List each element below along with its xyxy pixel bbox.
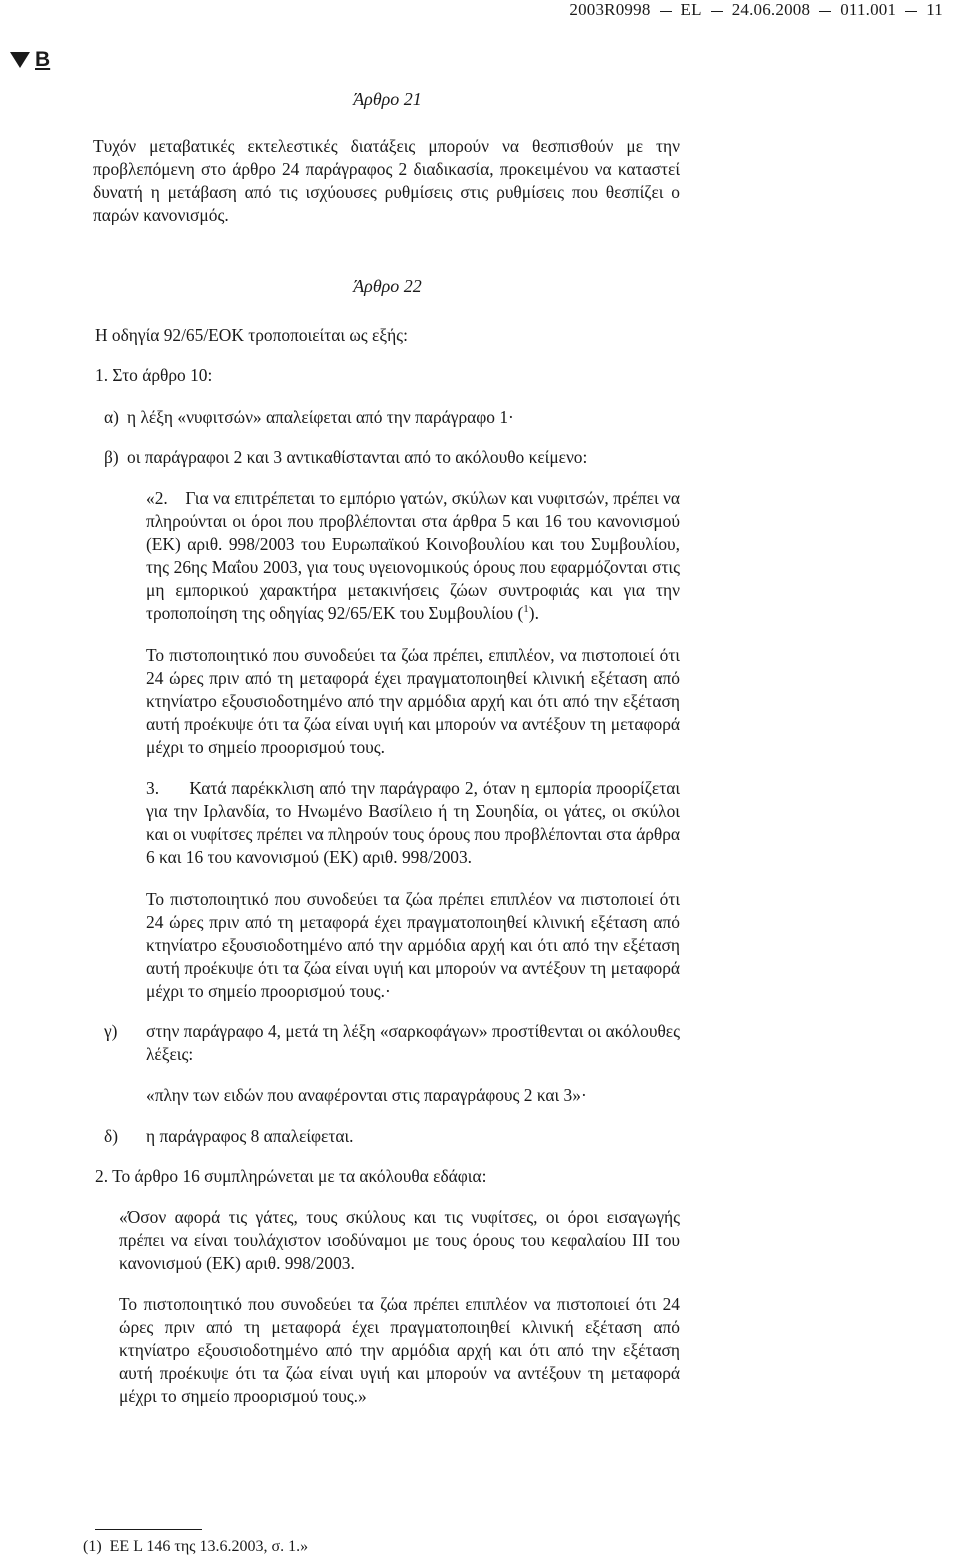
point-2-text-2: Το πιστοποιητικό που συνοδεύει τα ζώα πρέπει επιπλέον να πιστοποιεί ότι 24 ώρες πριν από τη μεταφορά έχει πραγματοποιηθεί κλινική εξέταση από κτηνίατρο εξουσιοδοτημένο από την αρμόδια αρχή και ότι από την εξέταση αυτή προέκυψε ότι τα ζώα είναι υγιή και μπορούν να αντέξουν τη μεταφορά μέχρι το σημείο προορισμού τους.» bbox=[119, 1294, 680, 1406]
point-1: 1. Στο άρθρο 10: bbox=[95, 365, 213, 385]
article-22-intro: Η οδηγία 92/65/ΕΟΚ τροποποιείται ως εξής: bbox=[95, 325, 408, 345]
header-separator bbox=[819, 11, 831, 12]
paragraph-3-text: Κατά παρέκκλιση από την παράγραφο 2, όταν η εμπορία προορίζεται για την Ιρλανδία, το Ηνωμένο Βασίλειο ή τη Σουηδία, οι γάτες, οι σκύλοι και οι νυφίτσες πρέπει να πληρούν τους όρους που προβλέπονται στα άρθρα 6 και 16 του κανονισμού (ΕΚ) αριθ. 998/2003. bbox=[146, 778, 680, 867]
item-c-quote: «πλην των ειδών που αναφέρονται στις παραγράφους 2 και 3»· bbox=[146, 1085, 587, 1105]
paragraph-2-text: Για να επιτρέπεται το εμπόριο γατών, σκύλων και νυφιτσών, πρέπει να πληρούνται οι όροι που προβλέπονται στα άρθρα 5 και 16 του κανονισμού (ΕΚ) αριθ. 998/2003 του Ευρωπαϊκού Κοινοβουλίου και του Συμβουλίου, της 26ης Μαΐου 2003, για τους υγειονομικούς όρους που εφαρμόζονται στις μη εμπορικού χαρακτήρα μετακινήσεις ζώων συντροφιάς και για την τροποποίηση της οδηγίας 92/65/ΕΚ του Συμβουλίου ( bbox=[146, 488, 681, 623]
paragraph-2-label: «2. bbox=[146, 488, 168, 508]
footnote-text: ΕΕ L 146 της 13.6.2003, σ. 1.» bbox=[109, 1538, 309, 1555]
item-d-label: δ) bbox=[104, 1126, 118, 1146]
item-a-label: α) bbox=[104, 407, 119, 427]
footnote-ref: 1 bbox=[523, 603, 529, 616]
paragraph-2-end: ). bbox=[528, 603, 539, 623]
document-body bbox=[95, 88, 680, 1408]
item-c-text: στην παράγραφο 4, μετά τη λέξη «σαρκοφάγων» προστίθενται οι ακόλουθες λέξεις: bbox=[146, 1021, 680, 1064]
article-22-title: Άρθρο 22 bbox=[353, 276, 422, 296]
footnote-divider bbox=[95, 1529, 202, 1530]
paragraph-2 bbox=[146, 487, 680, 625]
paragraph-3-label: 3. bbox=[146, 778, 160, 798]
article-21-text: Τυχόν μεταβατικές εκτελεστικές διατάξεις μπορούν να θεσπισθούν με την προβλεπόμενη στο άρθρο 24 παράγραφος 2 διαδικασία, προκειμένου να καταστεί δυνατή η μετάβαση από τις ισχύουσες ρυθμίσεις στις ρυθμίσεις που θεσπίζει ο παρών κανονισμός. bbox=[93, 136, 680, 225]
item-d bbox=[104, 1125, 680, 1148]
point-2-text-1: «Όσον αφορά τις γάτες, τους σκύλους και τις νυφίτσες, οι όροι εισαγωγής πρέπει να είναι τουλάχιστον ισοδύναμοι με τους όρους του κεφαλαίου ΙΙΙ του κανονισμού (ΕΚ) αριθ. 998/2003. bbox=[119, 1207, 680, 1273]
article-21-title: Άρθρο 21 bbox=[353, 89, 422, 109]
paragraph-2-certificate: Το πιστοποιητικό που συνοδεύει τα ζώα πρέπει, επιπλέον, να πιστοποιεί ότι 24 ώρες πριν από τη μεταφορά έχει πραγματοποιηθεί κλινική εξέταση από κτηνίατρο εξουσιοδοτημένο από την αρμόδια αρχή και ότι από την εξέταση αυτή προέκυψε ότι τα ζώα είναι υγιή και μπορούν να αντέξουν τη μεταφορά μέχρι το σημείο προορισμού τους. bbox=[146, 645, 680, 757]
item-a bbox=[104, 406, 680, 429]
point-2: 2. Το άρθρο 16 συμπληρώνεται με τα ακόλουθα εδάφια: bbox=[95, 1166, 487, 1186]
item-c-label: γ) bbox=[104, 1021, 118, 1041]
header-separator bbox=[660, 11, 672, 12]
footnote bbox=[83, 1537, 308, 1557]
doc-lang: EL bbox=[680, 0, 702, 19]
amendment-marker bbox=[10, 48, 50, 72]
footnote-label: (1) bbox=[83, 1538, 102, 1555]
item-b-label: β) bbox=[104, 447, 119, 467]
item-b-text: οι παράγραφοι 2 και 3 αντικαθίστανται από το ακόλουθο κείμενο: bbox=[127, 447, 588, 467]
item-d-text: η παράγραφος 8 απαλείφεται. bbox=[146, 1126, 354, 1146]
page-number: 11 bbox=[926, 0, 943, 19]
amendment-code: B bbox=[35, 48, 51, 71]
item-b bbox=[104, 446, 680, 469]
header-separator bbox=[905, 11, 917, 12]
paragraph-3-certificate: Το πιστοποιητικό που συνοδεύει τα ζώα πρέπει επιπλέον να πιστοποιεί ότι 24 ώρες πριν από τη μεταφορά έχει πραγματοποιηθεί κλινική εξέταση από κτηνίατρο εξουσιοδοτημένο από την αρμόδια αρχή και ότι από την εξέταση αυτή προέκυψε ότι τα ζώα είναι υγιή και μπορούν να αντέξουν τη μεταφορά μέχρι το σημείο προορισμού τους.· bbox=[146, 889, 680, 1001]
page-header bbox=[569, 0, 943, 22]
paragraph-3 bbox=[146, 777, 680, 869]
triangle-down-icon bbox=[10, 52, 30, 68]
doc-id: 2003R0998 bbox=[569, 0, 651, 19]
item-a-text: η λέξη «νυφιτσών» απαλείφεται από την παράγραφο 1· bbox=[127, 407, 514, 427]
header-separator bbox=[711, 11, 723, 12]
item-c bbox=[104, 1020, 680, 1066]
doc-date: 24.06.2008 bbox=[731, 0, 811, 19]
doc-version: 011.001 bbox=[840, 0, 897, 19]
